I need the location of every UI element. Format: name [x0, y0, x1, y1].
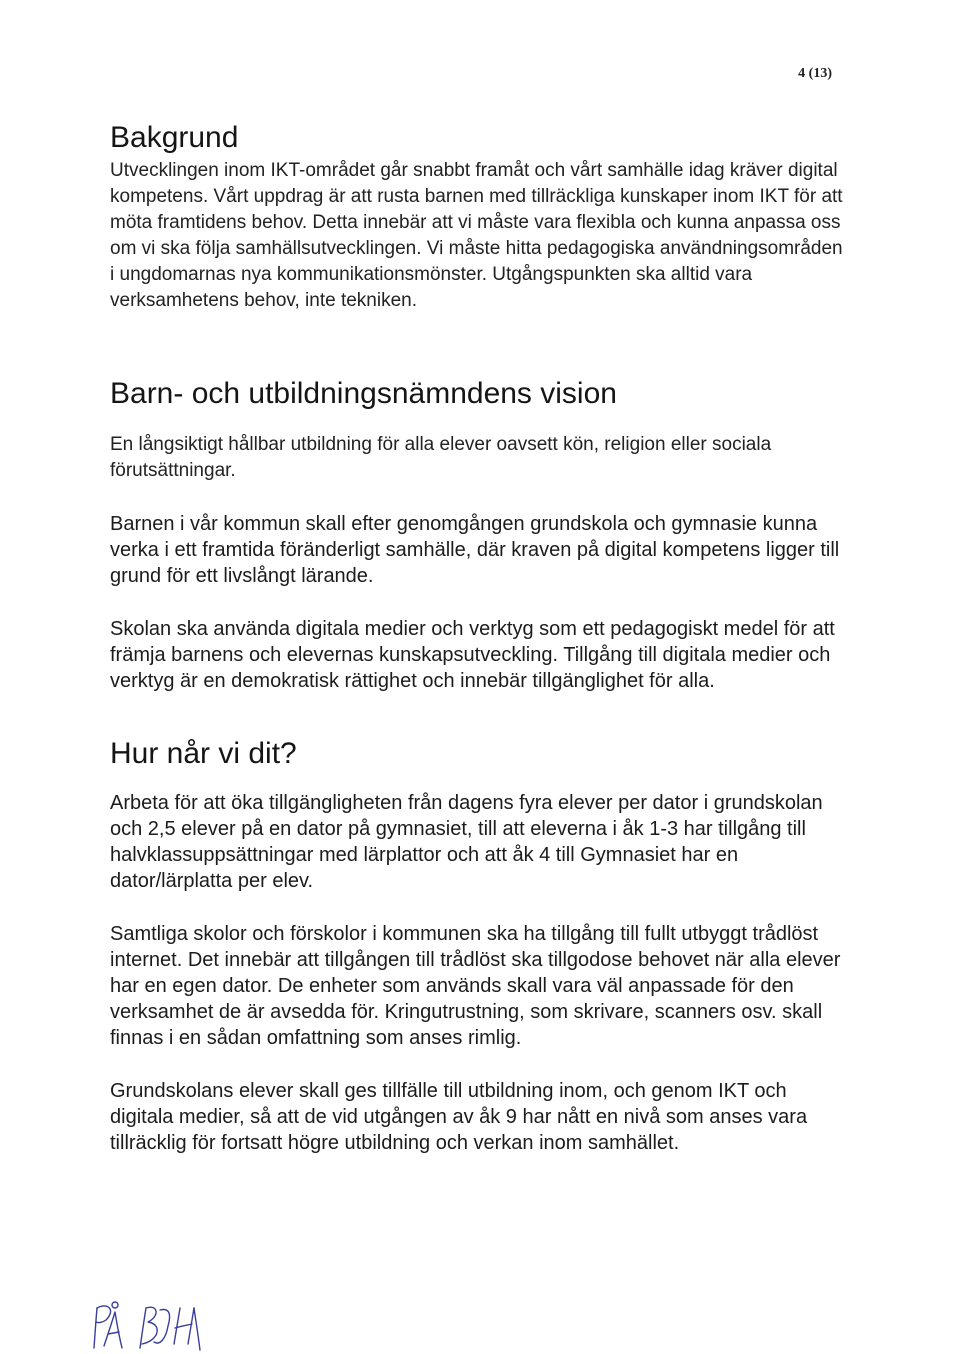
document-body	[110, 118, 852, 1156]
page-number: 4 (13)	[798, 66, 832, 81]
paragraph-vision-1: En långsiktigt hållbar utbildning för alla elever oavsett kön, religion eller sociala förutsättningar.	[110, 434, 772, 481]
heading-bakgrund: Bakgrund	[110, 121, 239, 154]
paragraph-vision-3: Skolan ska använda digitala medier och verktyg som ett pedagogiskt medel för att främja barnens och elevernas kunskapsutveckling. Tillgång till digitala medier och verktyg är en demokratisk rättighet och innebär tillgänglighet för alla.	[110, 618, 835, 692]
paragraph-bakgrund: Utvecklingen inom IKT-området går snabbt framåt och vårt samhälle idag kräver digital kompetens. Vårt uppdrag är att rusta barnen med tillräckliga kunskaper inom IKT för att möta framtidens behov. Detta innebär att vi måste vara flexibla och kunna anpassa oss om vi ska följa samhällsutvecklingen. Vi måste hitta pedagogiska användningsområden i ungdomarnas nya kommunikationsmönster. Utgångspunkten ska alltid vara verksamhetens behov, inte tekniken.	[110, 160, 843, 311]
handwritten-initials	[84, 1294, 204, 1354]
paragraph-vision-2: Barnen i vår kommun skall efter genomgången grundskola och gymnasie kunna verka i ett framtida föränderligt samhälle, där kraven på digital kompetens ligger till grund för ett livslångt lärande.	[110, 513, 840, 587]
paragraph-hur-1: Arbeta för att öka tillgängligheten från dagens fyra elever per dator i grundskolan och 2,5 elever på en dator på gymnasiet, till att eleverna i åk 1-3 har tillgång till halvklassuppsättningar med lärplattor och att åk 4 till Gymnasiet har en dator/lärplatta per elev.	[110, 792, 823, 892]
paragraph-hur-3: Grundskolans elever skall ges tillfälle till utbildning inom, och genom IKT och digitala medier, så att de vid utgången av åk 9 har nått en nivå som anses vara tillräcklig för fortsatt högre utbildning och verkan inom samhället.	[110, 1080, 808, 1154]
heading-vision: Barn- och utbildningsnämndens vision	[110, 377, 617, 410]
paragraph-hur-2: Samtliga skolor och förskolor i kommunen ska ha tillgång till fullt utbyggt trådlöst internet. Det innebär att tillgången till trådlöst ska tillgodose behovet när alla elever har en egen dator. De enheter som används skall vara väl anpassade för den verksamhet de är avsedda för. Kringutrustning, som skrivare, scanners osv. skall finnas i en sådan omfattning som anses rimlig.	[110, 923, 841, 1049]
heading-hur-nar-vi-dit: Hur når vi dit?	[110, 737, 297, 770]
